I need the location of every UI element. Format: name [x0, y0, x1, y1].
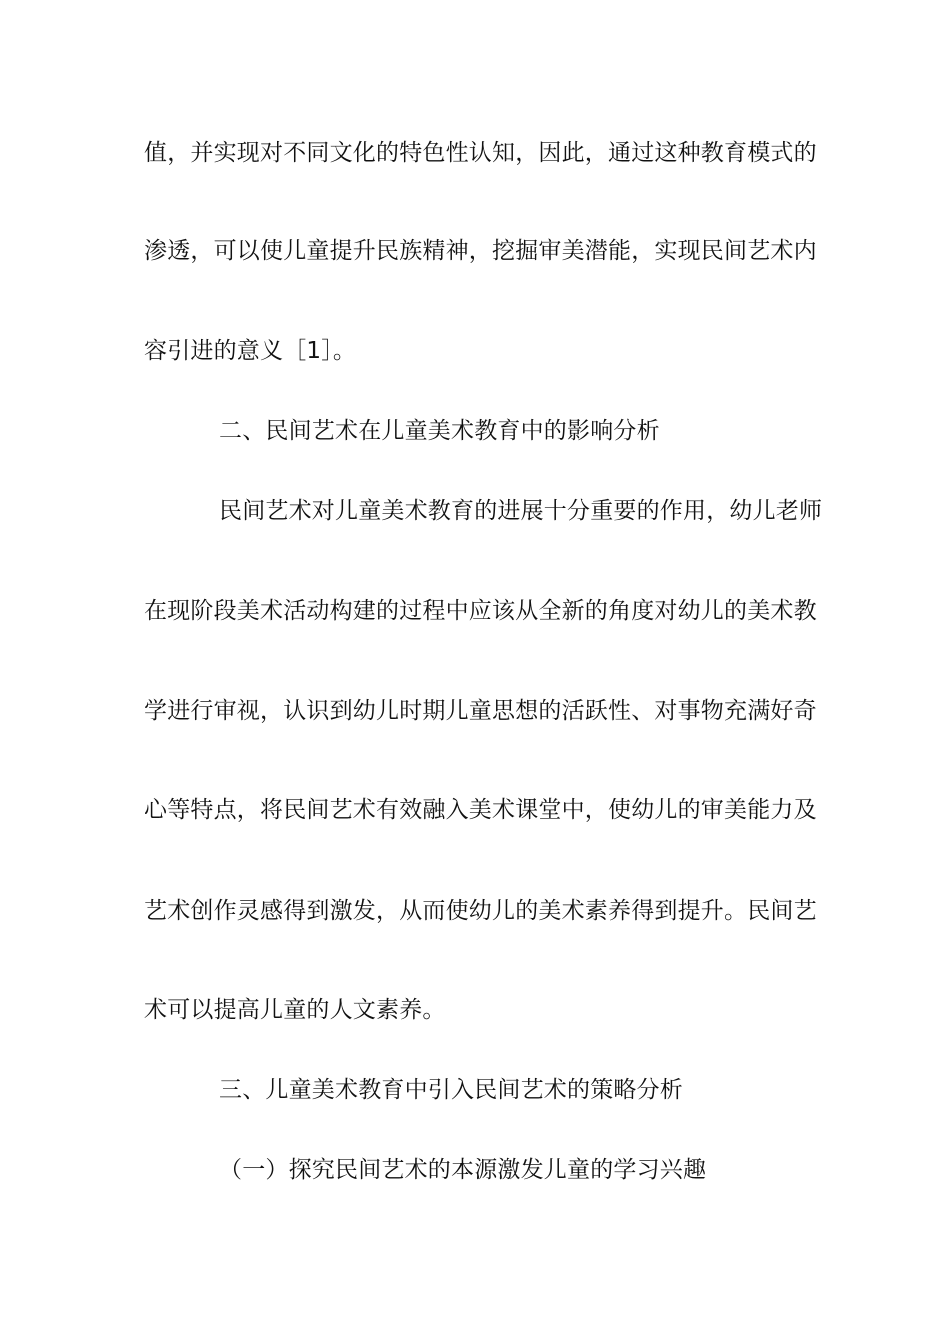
section-heading: 二、民间艺术在儿童美术教育中的影响分析 — [219, 418, 660, 444]
paragraph-line: 民间艺术对儿童美术教育的进展十分重要的作用，幼儿老师 — [219, 498, 823, 524]
subsection-heading: （一）探究民间艺术的本源激发儿童的学习兴趣 — [219, 1157, 707, 1183]
section-heading: 三、儿童美术教育中引入民间艺术的策略分析 — [219, 1077, 683, 1103]
paragraph-line: 心等特点，将民间艺术有效融入美术课堂中，使幼儿的审美能力及 — [144, 797, 817, 823]
paragraph-line: 值，并实现对不同文化的特色性认知，因此，通过这种教育模式的 — [144, 140, 817, 166]
paragraph-line: 术可以提高儿童的人文素养。 — [144, 997, 446, 1023]
paragraph-line: 在现阶段美术活动构建的过程中应该从全新的角度对幼儿的美术教 — [144, 598, 817, 624]
paragraph-line: 容引进的意义［1］。 — [144, 338, 357, 364]
paragraph-line: 学进行审视，认识到幼儿时期儿童思想的活跃性、对事物充满好奇 — [144, 698, 817, 724]
paragraph-line: 渗透，可以使儿童提升民族精神，挖掘审美潜能，实现民间艺术内 — [144, 238, 817, 264]
paragraph-line: 艺术创作灵感得到激发，从而使幼儿的美术素养得到提升。民间艺 — [144, 898, 817, 924]
